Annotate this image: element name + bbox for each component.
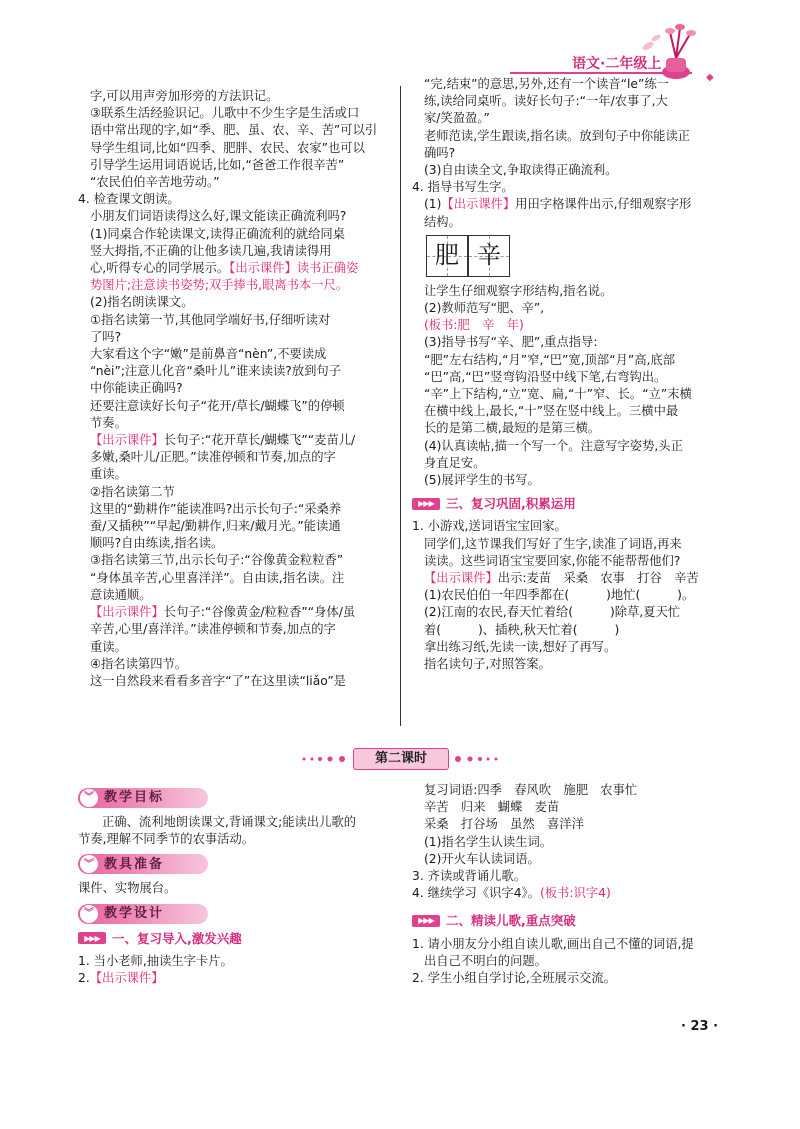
courseware-tag: 【出示课件】 [229,261,297,276]
section-heading [412,495,724,512]
text-line: 读读。这些词语宝宝要回家,你能不能帮帮他们? [424,553,681,568]
courseware-tag: 【出示课件】 [90,433,164,448]
board-note: (板书:肥 辛 年) [424,318,524,333]
text-line: ②指名读第二节 [90,484,175,499]
text-line: 辛苦,心里/喜洋洋。”读准停顿和节奏,加点的字 [90,622,336,637]
text-line: 节奏。 [90,415,127,430]
text-line: (5)展评学生的书写。 [424,473,540,488]
triple-arrow-icon: ▶▶▶ [412,498,440,510]
text-line: (1)同桌合作轮读课文,读得正确流利的就给同桌 [90,226,345,241]
text-line: 大家看这个字“嫩”是前鼻音“nèn”,不要读成 [90,347,327,362]
item-heading: 4. 指导书写生字。 [412,180,514,195]
text-line: “辛”上下结构,“立”宽、扁,“十”窄、长。“立”末横 [424,387,692,402]
courseware-tag: 【出示课件】 [424,571,498,586]
text-line: ①指名读第一节,其他同学端好书,仔细听读对 [90,312,331,327]
chevron-down-icon: ︾ [80,855,98,873]
badge-teaching-aids [78,854,208,874]
text-line: (3)指导书写“辛、肥”,重点指导: [424,335,598,350]
text-line: 意读通顺。 [90,587,152,602]
text-line: “nèi”;注意儿化音“桑叶儿”谁来读读?放到句子 [90,364,342,379]
dot-decoration-right [448,756,500,762]
text-line [412,570,724,587]
section-title: 一、复习导入,激发兴趣 [112,930,242,946]
section-heading [78,930,390,947]
grid-char: 肥 [435,241,459,270]
right-column-top [412,76,724,673]
text-span: 长句子:“谷像黄金/粒粒香”“身体/虽 [163,605,356,620]
left-column-bottom [78,782,390,987]
page-number: · 23 · [681,1019,719,1034]
board-note: (板书:识字4) [540,886,611,901]
left-column-top [78,88,390,690]
text-span: 4. 继续学习《识字4》。 [412,886,540,901]
text-line: 多嫩,桑叶儿/正肥。”读准停顿和节奏,加点的字 [90,450,336,465]
text-line: 节奏,理解不同季节的农事活动。 [78,832,255,847]
text-line: 了吗? [90,329,122,344]
text-line: 老师范读,学生跟读,指名读。放到句子中你能读正 [424,128,691,143]
grid-cell [468,235,510,277]
text-line: 1. 当小老师,抽读生字卡片。 [78,953,233,968]
text-line: 课件、实物展台。 [78,881,177,896]
text-line: 辛苦 归来 蝴蝶 麦苗 [424,800,560,815]
text-line: 语中常出现的字,如“季、肥、虽、农、辛、苦”可以引 [90,123,378,138]
chevron-down-icon: ︾ [80,905,98,923]
text-line: 字,可以用声旁加形旁的方法识记。 [90,89,279,103]
text-line: 练,读给同桌听。读好长句子:“一年/农事了,大 [424,94,668,109]
grid-cell [426,235,468,277]
text-line: 长的是第二横,最短的是第三横。 [424,421,601,436]
text-line: 导学生组词,比如“四季、肥胖、农民、农家”也可以 [90,140,365,155]
text-line: 出自己不明白的问题。 [424,953,547,968]
text-line: (2)江南的农民,春天忙着给( )除草,夏天忙 [424,605,681,620]
badge-teaching-design [78,904,208,924]
text-line: 3. 齐读或背诵儿歌。 [412,869,527,884]
text-line: (3)自由读全文,争取读得正确流利。 [424,163,618,178]
text-span: 出示:麦苗 采桑 农事 打谷 辛苦 [497,571,699,586]
text-line [78,604,390,621]
text-line: 结构。 [424,214,461,229]
triple-arrow-icon: ▶▶▶ [78,932,106,944]
badge-title: 教学目标 [104,790,165,806]
text-line: “身体虽辛苦,心里喜洋洋”。自由读,指名读。注 [90,570,345,585]
text-span: (1) [424,197,442,212]
triple-arrow-icon: ▶▶▶ [412,915,440,927]
text-line: (2)教师范写“肥、辛”, [424,301,545,316]
text-line: (1)农民伯伯一年四季都在( )地忙( )。 [424,588,695,603]
text-line: 2. 学生小组自学讨论,全班展示交流。 [412,971,617,986]
text-line: ③指名读第三节,出示长句子:“谷像黄金粒粒香” [90,553,344,568]
right-column-bottom [412,782,724,987]
text-line: 重读。 [90,639,127,654]
text-line: 小朋友们词语读得这么好,课文能读正确流利吗? [90,209,347,224]
courseware-tag: 【出示课件】 [90,605,164,620]
text-line: 同学们,这节课我们写好了生字,读准了词语,再来 [424,536,682,551]
text-line: ③联系生活经验识记。儿歌中不少生字是生活或口 [90,106,360,121]
text-line [78,970,390,987]
text-span: 用田字格课件出示,仔细观察字形 [515,197,692,212]
text-line: (2)指名朗读课文。 [90,295,194,310]
text-span: 长句子:“花开草长/蝴蝶飞”“麦苗儿/ [163,433,356,448]
text-line: 顺吗?自由练读,指名读。 [90,536,224,551]
text-span: 2. [78,971,90,986]
text-line [412,885,724,902]
text-line: (1)指名学生认读生词。 [424,834,553,849]
chevron-down-icon: ︾ [80,789,98,807]
text-line: 这一自然段来看看多音字“了”在这里读“liǎo”是 [90,673,346,688]
column-divider [400,86,401,726]
lesson-title: 第二课时 [353,748,449,770]
text-line: 还要注意读好长句子“花开/草长/蝴蝶飞”的停顿 [90,398,345,413]
text-line: 身直足安。 [424,455,486,470]
text-line: 中你能读正确吗? [90,381,183,396]
text-line: 拿出练习纸,先读一读,想好了再写。 [424,639,617,654]
text-line: 引导学生运用词语说话,比如,“爸爸工作很辛苦” [90,157,345,172]
text-line: “农民伯伯辛苦地劳动。” [90,175,220,190]
dot-decoration-left [300,756,352,762]
grid-char: 辛 [477,241,501,270]
text-line: 采桑 打谷场 虽然 喜洋洋 [424,817,584,832]
text-line: “完,结束”的意思,另外,还有一个读音“le”练一 [424,77,669,91]
text-line: 确吗? [424,145,456,160]
svg-text:◆: ◆ [706,72,714,82]
text-line: 重读。 [90,467,127,482]
text-line: 让学生仔细观察字形结构,指名说。 [424,283,613,298]
text-line: ④指名读第四节。 [90,656,188,671]
text-line: (4)认真读帖,描一个写一个。注意写字姿势,头正 [424,438,683,453]
flower-vase-icon [640,22,720,82]
tianzige-grid [426,235,724,277]
text-line: 蚕/又插秧”“早起/勤耕作,归来/戴月光。”能读通 [90,519,341,534]
text-line [78,432,390,449]
section-title: 三、复习巩固,积累运用 [446,496,576,512]
text-span: 心,听得专心的同学展示。 [90,261,230,276]
courseware-text: 势图片;注意读书姿势;双手捧书,眼离书本一尺。 [90,278,349,293]
text-line: 家/笑盈盈。” [424,111,490,126]
header-label: 语文·二年级上 [572,56,662,72]
item-heading: 4. 检查课文朗读。 [78,192,180,207]
text-line: 正确、流利地朗读课文,背诵课文;能读出儿歌的 [102,815,356,829]
badge-teaching-goals [78,788,208,808]
text-line: (2)开火车认读词语。 [424,851,540,866]
text-line: 复习词语:四季 春风吹 施肥 农事忙 [424,783,638,797]
badge-title: 教具准备 [104,856,165,872]
courseware-tag: 【出示课件】 [89,971,164,986]
text-line [78,260,390,277]
text-line: 着( )、插秧,秋天忙着( ) [424,622,620,637]
courseware-tag: 【出示课件】 [441,197,516,212]
section-heading [412,912,724,929]
item-heading: 1. 小游戏,送词语宝宝回家。 [412,519,567,534]
text-line: 竖大拇指,不正确的让他多读几遍,我请读得用 [90,243,332,258]
text-line: “巴”高,“巴”竖弯钩沿竖中线下笔,右弯钩出。 [424,369,667,384]
text-line: 1. 请小朋友分小组自读儿歌,画出自己不懂的词语,提 [412,936,694,951]
text-line: 指名读句子,对照答案。 [424,657,551,672]
courseware-text: 读书正确姿 [296,261,359,276]
section-title: 二、精读儿歌,重点突破 [446,913,576,929]
badge-title: 教学设计 [104,906,165,921]
text-line: “肥”左右结构,“月”窄,“巴”宽,顶部“月”高,底部 [424,352,676,367]
text-line: 这里的“勤耕作”能读准吗?出示长句子:“采桑养 [90,501,342,516]
text-line [412,196,724,213]
text-line: 在横中线上,最长,“十”竖在竖中线上。三横中最 [424,404,679,419]
